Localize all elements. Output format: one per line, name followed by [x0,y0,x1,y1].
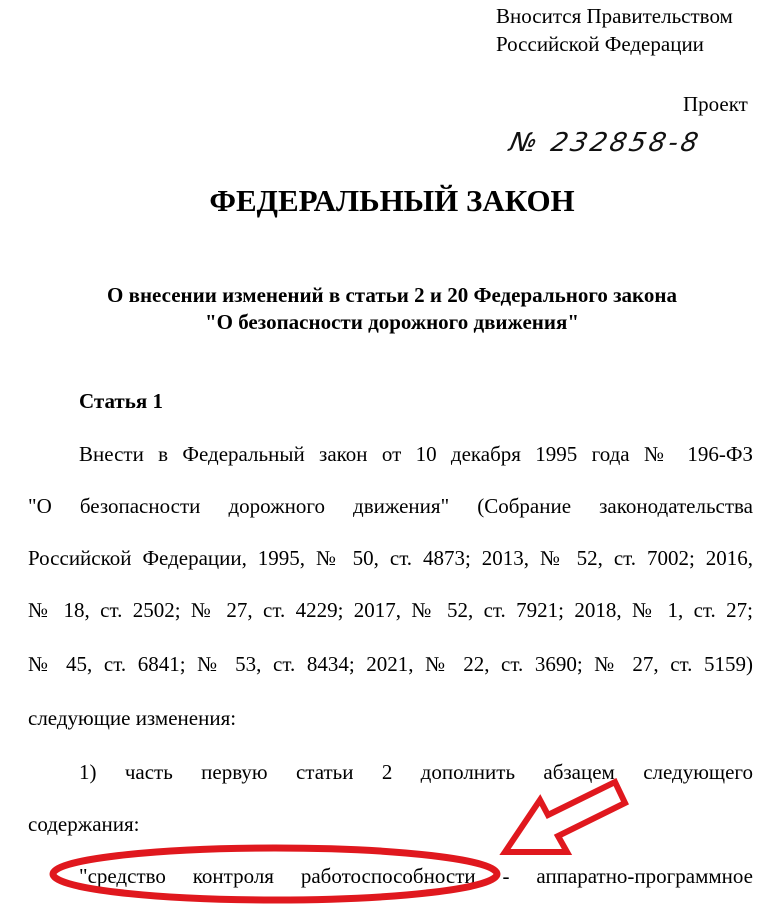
paragraph-line: следующие изменения: [28,706,237,730]
subtitle-line-2: "О безопасности дорожного движения" [204,310,580,334]
draft-status: Проект [683,92,748,116]
paragraph-line: № 18, ст. 2502; № 27, ст. 4229; 2017, № 52, ст. 7921; 2018, № 1, ст. 27; [28,598,753,622]
paragraph-line: "средство контроля работоспособности - аппаратно-программное [79,864,753,888]
paragraph-line: Российской Федерации, 1995, № 50, ст. 4873; 2013, № 52, ст. 7002; 2016, [28,546,753,570]
law-subtitle [0,282,784,336]
subtitle-line-1: О внесении изменений в статьи 2 и 20 Федерального закона [107,283,677,307]
submitter-block [496,2,733,58]
paragraph-line: "О безопасности дорожного движения" (Собрание законодательства [28,494,753,518]
paragraph-line: 1) часть первую статьи 2 дополнить абзацем следующего [79,760,753,784]
submitter-line-2: Российской Федерации [496,32,704,56]
paragraph-line: № 45, ст. 6841; № 53, ст. 8434; 2021, № 22, ст. 3690; № 27, ст. 5159) [28,652,753,676]
handwritten-registration-number: № 232858-8 [506,128,704,158]
paragraph-line: содержания: [28,812,140,836]
article-heading: Статья 1 [79,389,163,413]
document-title: ФЕДЕРАЛЬНЫЙ ЗАКОН [209,183,575,218]
submitter-line-1: Вносится Правительством [496,4,733,28]
paragraph-line: Внести в Федеральный закон от 10 декабря 1995 года № 196-ФЗ [79,442,753,466]
